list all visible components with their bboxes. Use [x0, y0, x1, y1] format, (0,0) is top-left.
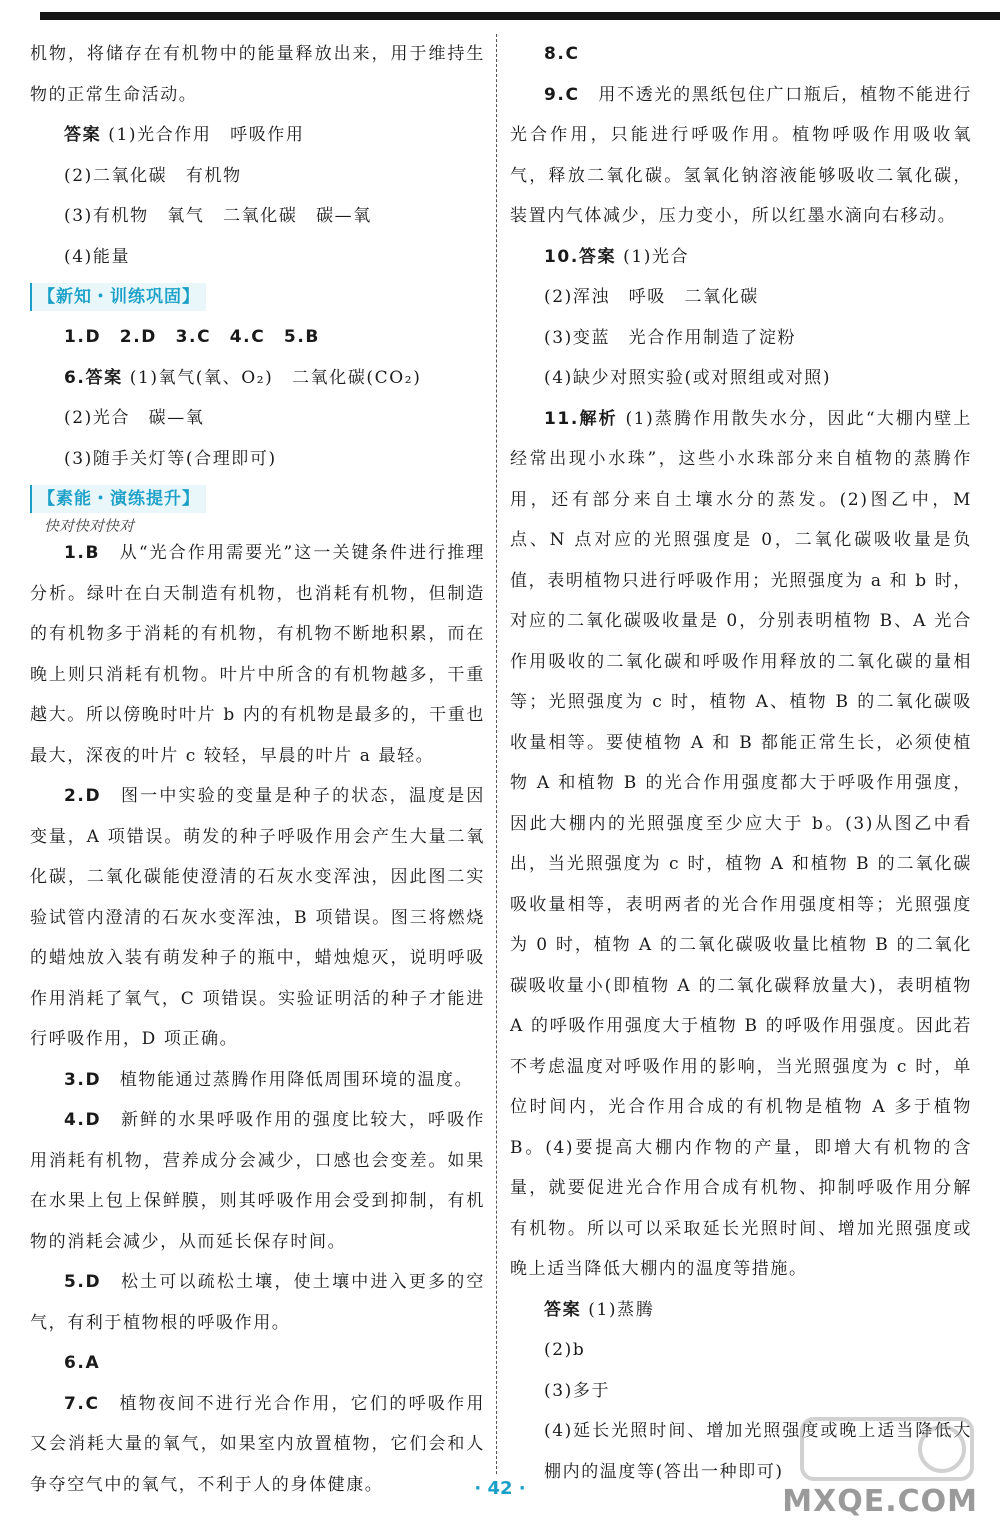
- top-border: [0, 0, 1000, 30]
- answer-line: (3)多于: [544, 1380, 611, 1401]
- answer-line: (3)随手关灯等(合理即可): [64, 448, 277, 469]
- left-column: [30, 34, 485, 1505]
- list-item: 1.B 从“光合作用需要光”这一关键条件进行推理分析。绿叶在白天制造有机物，也消耗有机物，但制造的有机物多于消耗的有机物，有机物不断地积累，而在晚上则只消耗有机物。叶片中所含的有机物越多，干重越大。所以傍晚时叶片 b 内的有机物是最多的，干重也最大，深夜的叶片 c 较轻，早晨的叶片 a 最轻。: [30, 543, 485, 766]
- answer-line: (2)b: [544, 1340, 586, 1360]
- answer-line: 1.D 2.D 3.C 4.C 5.B: [64, 327, 320, 347]
- paragraph: 机物，将储存在有机物中的能量释放出来，用于维持生物的正常生命活动。: [30, 44, 485, 105]
- answer-line: (2)光合 碳—氧: [64, 408, 205, 428]
- right-column: [510, 34, 972, 1492]
- list-item: 4.D 新鲜的水果呼吸作用的强度比较大，呼吸作用消耗有机物，营养成分会减少，口感也会变差。如果在水果上包上保鲜膜，则其呼吸作用会受到抑制，有机物的消耗会减少，从而延长保存时间。: [30, 1110, 485, 1252]
- list-item: 11.解析 (1)蒸腾作用散失水分，因此“大棚内壁上经常出现小水珠”，这些小水珠部分来自植物的蒸腾作用，还有部分来自土壤水分的蒸发。(2)图乙中，M 点、N 点对应的光照强度是 0，二氧化碳吸收量是负值，表明植物只进行呼吸作用；光照强度为 a 和 b 时，对应的二氧化碳吸收量是 0，分别表明植物 B、A 光合作用吸收的二氧化碳和呼吸作用释放的二氧化碳的量相等；光照强度为 c 时，植物 A、植物 B 的二氧化碳吸收量相等。要使植物 A 和 B 都能正常生长，必须使植物 A 和植物 B 的光合作用强度都大于呼吸作用强度，因此大棚内的光照强度至少应大于 b。(3)从图乙中看出，当光照强度为 c 时，植物 A 和植物 B 的二氧化碳吸收量相等，表明两者的光合作用强度相等；光照强度为 0 时，植物 A 的二氧化碳吸收量比植物 B 的二氧化碳吸收量小(即植物 A 的二氧化碳释放量大)，表明植物 A 的呼吸作用强度大于植物 B 的呼吸作用强度。因此若不考虑温度对呼吸作用的影响，当光照强度为 c 时，单位时间内，光合作用合成的有机物是植物 A 多于植物 B。(4)要提高大棚内作物的产量，即增大有机物的含量，就要促进光合作用合成有机物、抑制呼吸作用分解有机物。所以可以采取延长光照时间、增加光照强度或晚上适当降低大棚内的温度等措施。: [510, 408, 973, 1279]
- list-item: 5.D 松土可以疏松土壤，使土壤中进入更多的空气，有利于植物根的呼吸作用。: [30, 1272, 485, 1333]
- section-heading: 【素能・演练提升】: [30, 485, 206, 513]
- handwritten-note: 快对快对快对: [44, 517, 135, 535]
- answer-line: (4)缺少对照实验(或对照组或对照): [544, 368, 832, 388]
- answer-block: 答案 (1)蒸腾: [544, 1299, 655, 1320]
- section-heading: 【新知・训练巩固】: [30, 283, 206, 311]
- watermark-text: MXQE.COM: [782, 1484, 978, 1519]
- list-item: 9.C 用不透光的黑纸包住广口瓶后，植物不能进行光合作用，只能进行呼吸作用。植物呼吸作用吸收氧气，释放二氧化碳。氢氧化钠溶液能够吸收二氧化碳，装置内气体减少，压力变小，所以红墨水滴向右移动。: [510, 84, 972, 226]
- answer-block: 10.答案 (1)光合: [544, 246, 690, 267]
- answer-block: 答案 (1)光合作用 呼吸作用: [64, 125, 305, 145]
- answer-line: (4)延长光照时间、增加光照强度或晚上适当降低大棚内的温度等(答出一种即可): [544, 1421, 972, 1482]
- answer-label: 答案: [64, 125, 102, 145]
- list-item: 2.D 图一中实验的变量是种子的状态，温度是因变量，A 项错误。萌发的种子呼吸作用会产生大量二氧化碳，二氧化碳能使澄清的石灰水变浑浊，因此图二实验试管内澄清的石灰水变浑浊，B 项错误。图三将燃烧的蜡烛放入装有萌发种子的瓶中，蜡烛熄灭，说明呼吸作用消耗了氧气，C 项错误。实验证明活的种子才能进行呼吸作用，D 项正确。: [30, 786, 485, 1049]
- list-item: 7.C 植物夜间不进行光合作用，它们的呼吸作用又会消耗大量的氧气，如果室内放置植物，它们会和人争夺空气中的氧气，不利于人的身体健康。: [30, 1393, 485, 1495]
- list-item: 6.A: [64, 1353, 101, 1373]
- answer-line: (2)浑浊 呼吸 二氧化碳: [544, 287, 759, 307]
- answer-block: 6.答案 (1)氧气(氧、O₂) 二氧化碳(CO₂): [64, 367, 422, 388]
- list-item: 3.D 植物能通过蒸腾作用降低周围环境的温度。: [64, 1069, 474, 1090]
- answer-line: (3)变蓝 光合作用制造了淀粉: [544, 327, 797, 348]
- page-number: · 42 ·: [474, 1478, 526, 1499]
- column-divider: [496, 34, 497, 1474]
- answer-line: (2)二氧化碳 有机物: [64, 165, 242, 186]
- answer-line: (4)能量: [64, 246, 131, 267]
- answer-line: (3)有机物 氧气 二氧化碳 碳—氧: [64, 206, 372, 226]
- list-item: 8.C: [544, 44, 580, 64]
